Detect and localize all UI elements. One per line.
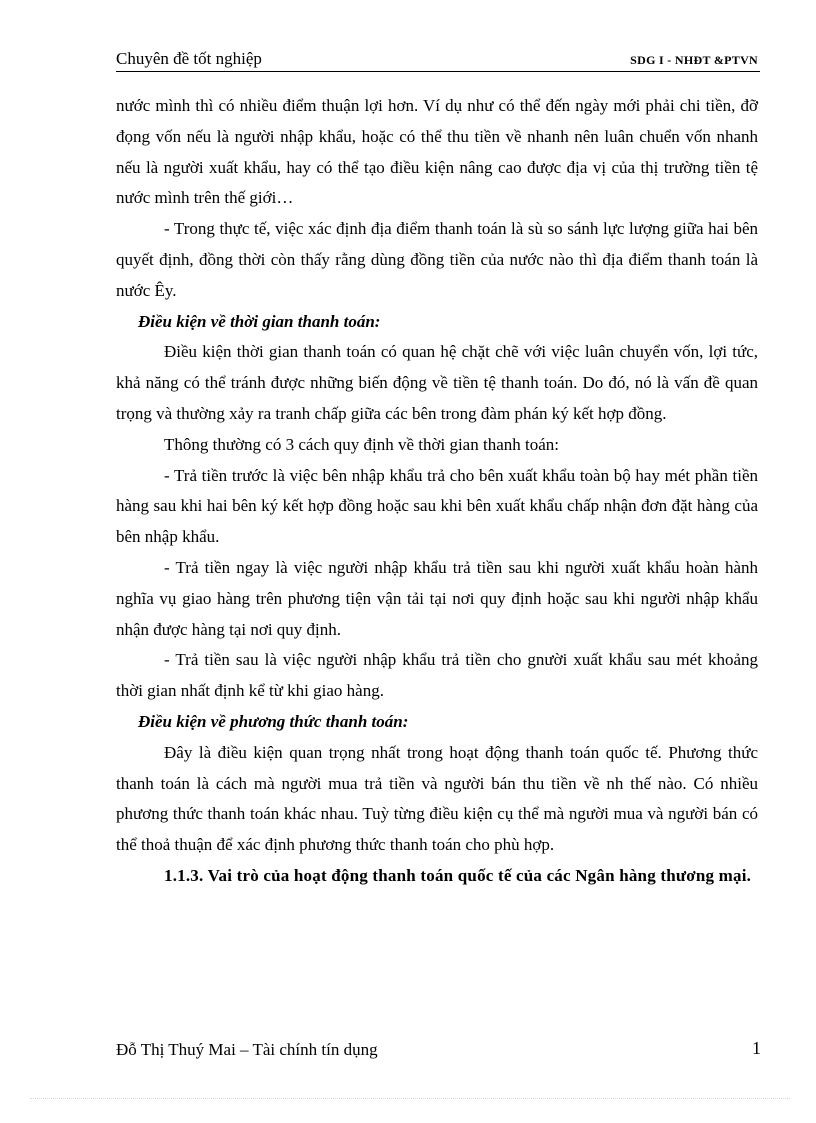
page-number: 1 <box>752 1038 761 1058</box>
footer-author: Đỗ Thị Thuý Mai – Tài chính tín dụng <box>116 1040 378 1059</box>
section-heading: Điều kiện về thời gian thanh toán: <box>138 311 381 331</box>
paragraph: - Trong thực tế, việc xác định địa điểm thanh toán là sù so sánh lực lượng giữa hai bên quyết định, đồng thời còn thấy rằng dùng đồng tiền của nước nào thì địa điểm thanh toán là nước Êy. <box>116 219 758 300</box>
paragraph: Điều kiện thời gian thanh toán có quan hệ chặt chẽ với việc luân chuyển vốn, lợi tức, khả năng có thể tránh được những biến động về tiền tệ thanh toán. Do đó, nó là vấn đề quan trọng và thường xảy ra tranh chấp giữa các bên trong đàm phán ký kết hợp đồng. <box>116 342 758 423</box>
header-title: Chuyên đề tốt nghiệp <box>116 49 262 68</box>
page-edge-divider <box>30 1098 790 1099</box>
body-text <box>116 91 758 892</box>
paragraph: - Trả tiền trước là việc bên nhập khẩu trả cho bên xuất khẩu toàn bộ hay mét phần tiền hàng sau khi hai bên ký kết hợp đồng hoặc sau khi bên xuất khẩu chấp nhận đơn đặt hàng của bên nhập khẩu. <box>116 465 758 547</box>
paragraph: - Trả tiền ngay là việc người nhập khẩu trả tiền sau khi người xuất khẩu hoàn hành nghĩa vụ giao hàng trên phương tiện vận tải tại nơi quy định hoặc sau khi người nhập khẩu nhận được hàng tại nơi quy định. <box>116 557 758 639</box>
paragraph: Đây là điều kiện quan trọng nhất trong hoạt động thanh toán quốc tế. Phương thức thanh toán là cách mà người mua trả tiền và người bán thu tiền về nh thế nào. Có nhiều phương thức thanh toán khác nhau. Tuỳ từng điều kiện cụ thể mà người mua và người bán có thể thoả thuận để xác định phương thức thanh toán cho phù hợp. <box>116 742 758 855</box>
page-header <box>116 49 760 72</box>
header-department: SDG I - NHĐT &PTVN <box>630 53 758 67</box>
paragraph: - Trả tiền sau là việc người nhập khẩu trả tiền cho gnười xuất khẩu sau mét khoảng thời gian nhất định kể từ khi giao hàng. <box>116 650 758 701</box>
section-heading: Điều kiện về phương thức thanh toán: <box>138 711 409 731</box>
paragraph: Thông thường có 3 cách quy định về thời gian thanh toán: <box>164 434 559 454</box>
subsection-heading: 1.1.3. Vai trò của hoạt động thanh toán quốc tế của các Ngân hàng thương mại. <box>164 865 752 885</box>
paragraph: nước mình thì có nhiều điểm thuận lợi hơn. Ví dụ như có thể đến ngày mới phải chi tiền, đỡ đọng vốn nếu là người nhập khẩu, hoặc có thể thu tiền về nhanh nên luân chuển vốn nhanh nếu là người xuất khẩu, hay có thể tạo điều kiện nâng cao được địa vị của thị trường tiền tệ nước mình trên thế giới… <box>116 96 758 208</box>
